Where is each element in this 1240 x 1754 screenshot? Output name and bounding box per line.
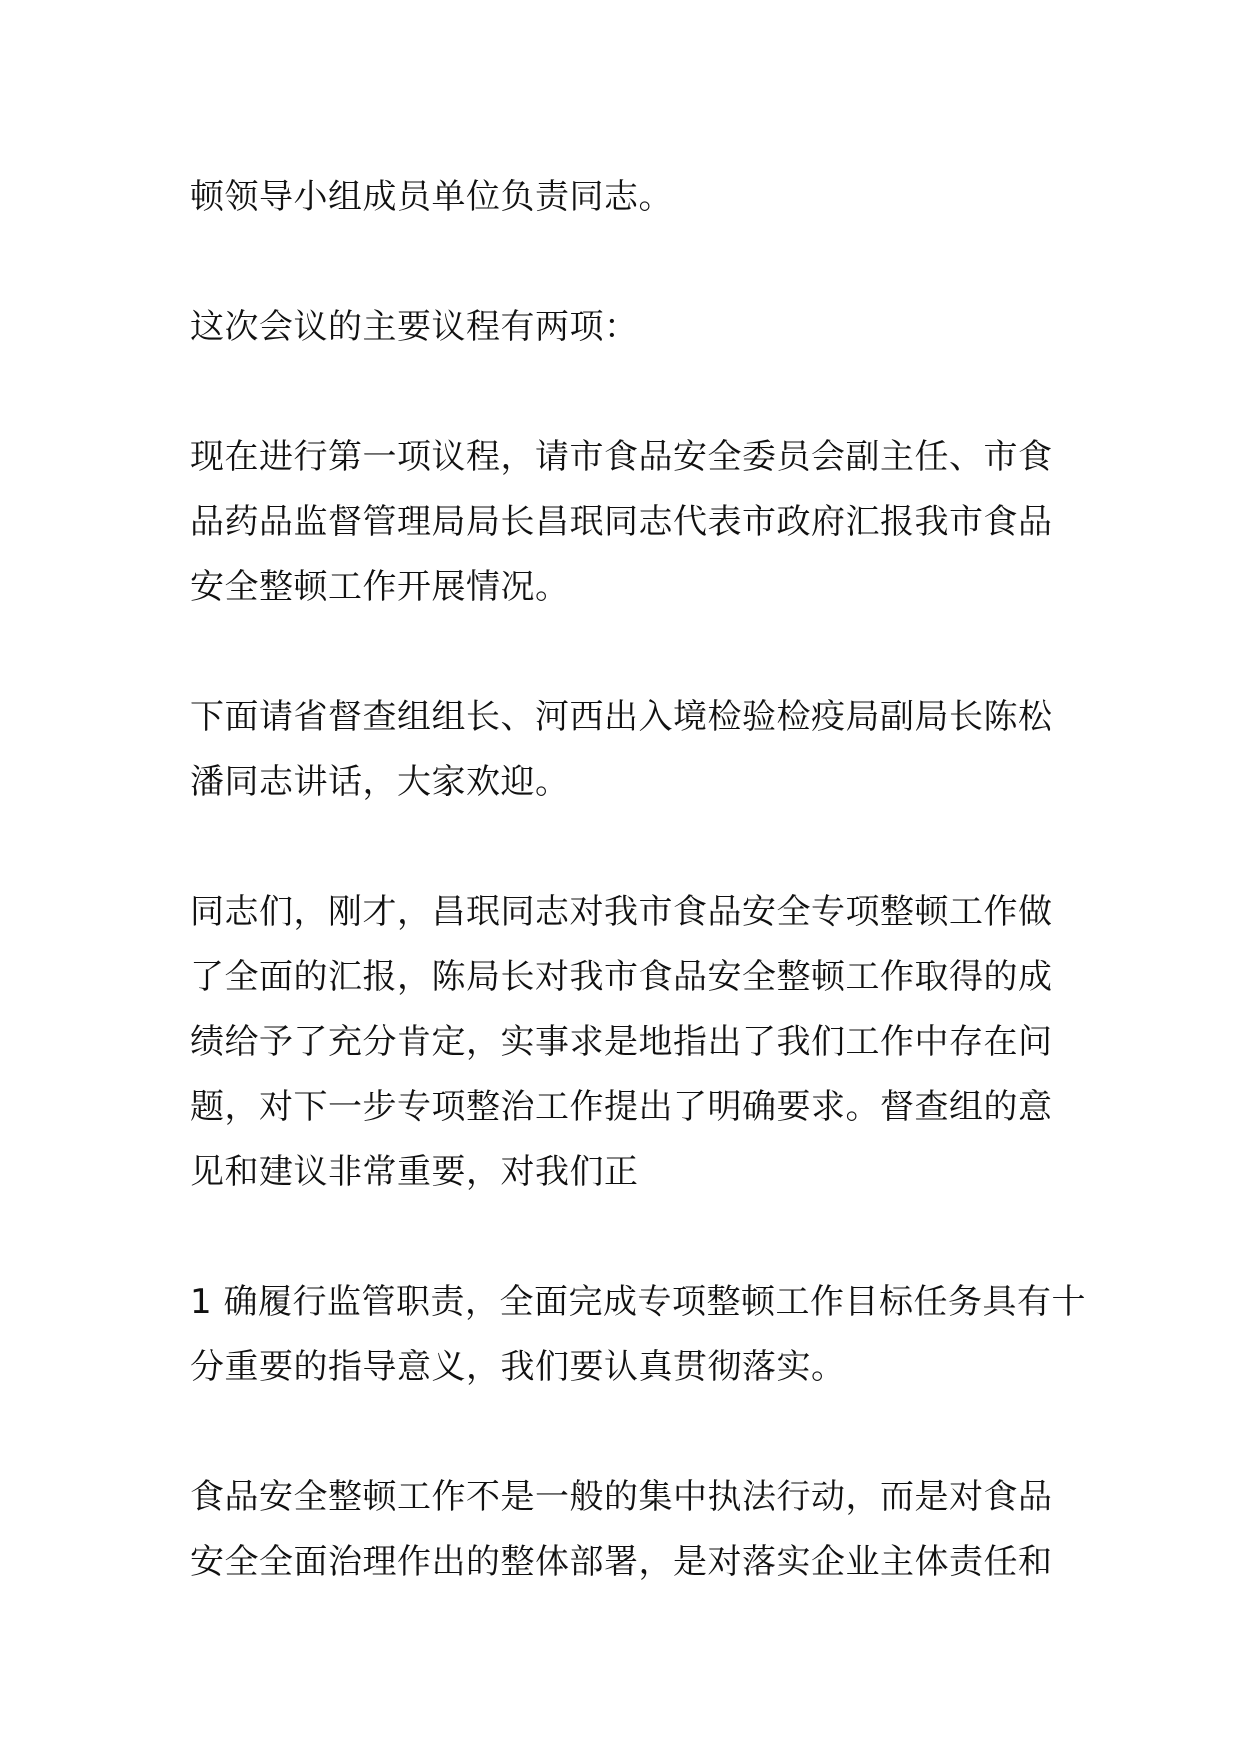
paragraph-1 [190, 165, 1070, 230]
text-line: 顿领导小组成员单位负责同志。 [190, 177, 673, 217]
paragraph-7 [190, 1465, 1070, 1595]
paragraph-4 [190, 685, 1070, 815]
text-line: 这次会议的主要议程有两项： [190, 307, 639, 347]
text-line: 潘同志讲话，大家欢迎。 [190, 762, 570, 802]
text-line: 食品安全整顿工作不是一般的集中执法行动，而是对食品 [190, 1477, 1053, 1517]
text-line: 了全面的汇报，陈局长对我市食品安全整顿工作取得的成 [190, 957, 1053, 997]
text-line: 见和建议非常重要，对我们正 [190, 1152, 639, 1192]
text-line: 安全全面治理作出的整体部署，是对落实企业主体责任和 [190, 1542, 1053, 1582]
text-line: 分重要的指导意义，我们要认真贯彻落实。 [190, 1347, 846, 1387]
text-line: 题，对下一步专项整治工作提出了明确要求。督查组的意 [190, 1087, 1053, 1127]
text-line: 安全整顿工作开展情况。 [190, 567, 570, 607]
text-line: 现在进行第一项议程，请市食品安全委员会副主任、市食 [190, 437, 1053, 477]
paragraph-6 [190, 1270, 1086, 1400]
text-line: 品药品监督管理局局长昌珉同志代表市政府汇报我市食品 [190, 502, 1053, 542]
text-line: 同志们，刚才，昌珉同志对我市食品安全专项整顿工作做 [190, 892, 1053, 932]
text-line: 绩给予了充分肯定，实事求是地指出了我们工作中存在问 [190, 1022, 1053, 1062]
paragraph-3 [190, 425, 1070, 620]
text-line: 下面请省督查组组长、河西出入境检验检疫局副局长陈松 [190, 697, 1053, 737]
paragraph-5 [190, 880, 1070, 1205]
paragraph-2 [190, 295, 1070, 360]
text-line: 1 确履行监管职责，全面完成专项整顿工作目标任务具有十 [190, 1282, 1086, 1322]
